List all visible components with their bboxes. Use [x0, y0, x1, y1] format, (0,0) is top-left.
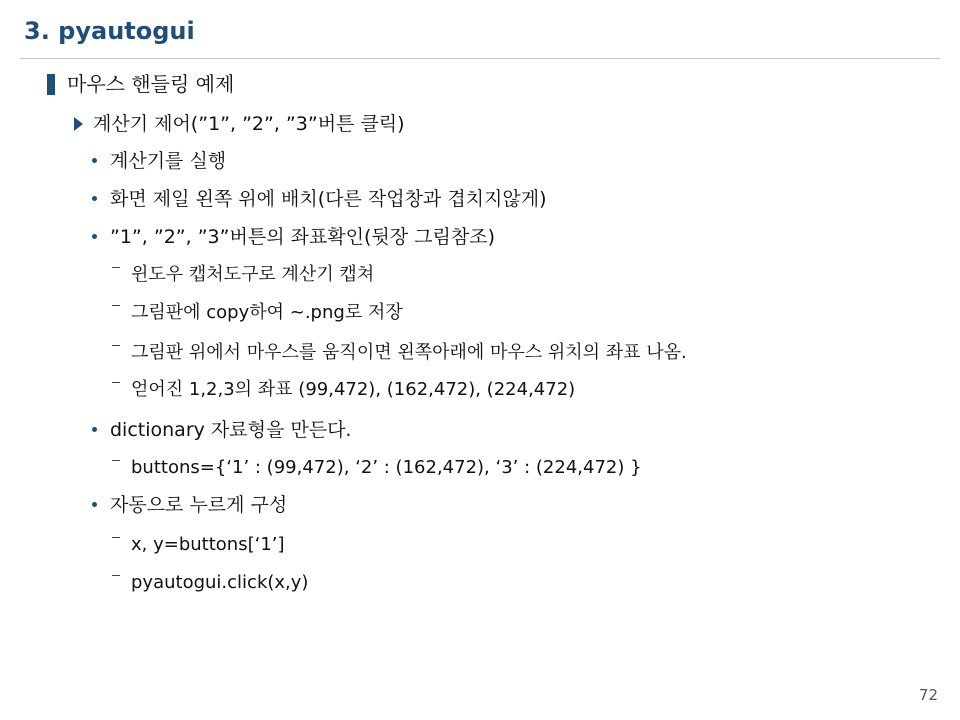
list-item-text: 화면 제일 왼쪽 위에 배치(다른 작업창과 겹치지않게) [110, 188, 547, 210]
list-item-text: x, y=buttons[‘1’] [131, 534, 285, 555]
dash-list-item [112, 300, 403, 326]
list-item-text: dictionary 자료형을 만든다. [110, 419, 352, 441]
bullet-list-item [92, 186, 547, 212]
bullet-list-item [92, 148, 226, 174]
list-item-text: 얻어진 1,2,3의 좌표 (99,472), (162,472), (224,472) [131, 379, 576, 400]
page-number: 72 [918, 686, 938, 704]
dash-marker-icon [112, 345, 120, 346]
dash-marker-icon [112, 305, 120, 306]
slide-title: 3. pyautogui [24, 17, 195, 45]
dash-marker-icon [112, 575, 120, 576]
dash-list-item [112, 377, 575, 403]
dash-marker-icon [112, 267, 120, 268]
dash-list-item [112, 340, 687, 366]
list-item-text: buttons={‘1’ : (99,472), ‘2’ : (162,472), ‘3’ : (224,472) } [131, 457, 642, 478]
list-item-text: 계산기를 실행 [110, 150, 227, 172]
bullet-dot-icon [92, 502, 97, 507]
dash-list-item [112, 532, 285, 558]
section-heading-text: 마우스 핸들링 예제 [67, 72, 235, 96]
bullet-list-item [92, 224, 495, 250]
dash-marker-icon [112, 382, 120, 383]
bullet-dot-icon [92, 234, 97, 239]
dash-list-item [112, 570, 308, 596]
dash-marker-icon [112, 460, 120, 461]
dash-marker-icon [112, 537, 120, 538]
list-item-text: 자동으로 누르게 구성 [110, 494, 288, 516]
dash-list-item [112, 262, 374, 288]
bullet-list-item [92, 492, 287, 518]
bullet-dot-icon [92, 196, 97, 201]
list-item-text: 그림판 위에서 마우스를 움직이면 왼쪽아래에 마우스 위치의 좌표 나옴. [131, 342, 687, 363]
bullet-list-item [92, 417, 351, 443]
list-item-text: 그림판에 copy하여 ~.png로 저장 [131, 302, 403, 323]
list-item-text: ”1”, ”2”, ”3”버튼의 좌표확인(뒷장 그림참조) [110, 226, 495, 248]
dash-list-item [112, 455, 642, 481]
bullet-dot-icon [92, 158, 97, 163]
list-item-text: 윈도우 캡처도구로 계산기 캡쳐 [131, 264, 375, 285]
bullet-dot-icon [92, 427, 97, 432]
subsection-heading-text: 계산기 제어(”1”, ”2”, ”3”버튼 클릭) [93, 113, 405, 135]
list-item-text: pyautogui.click(x,y) [131, 572, 309, 593]
